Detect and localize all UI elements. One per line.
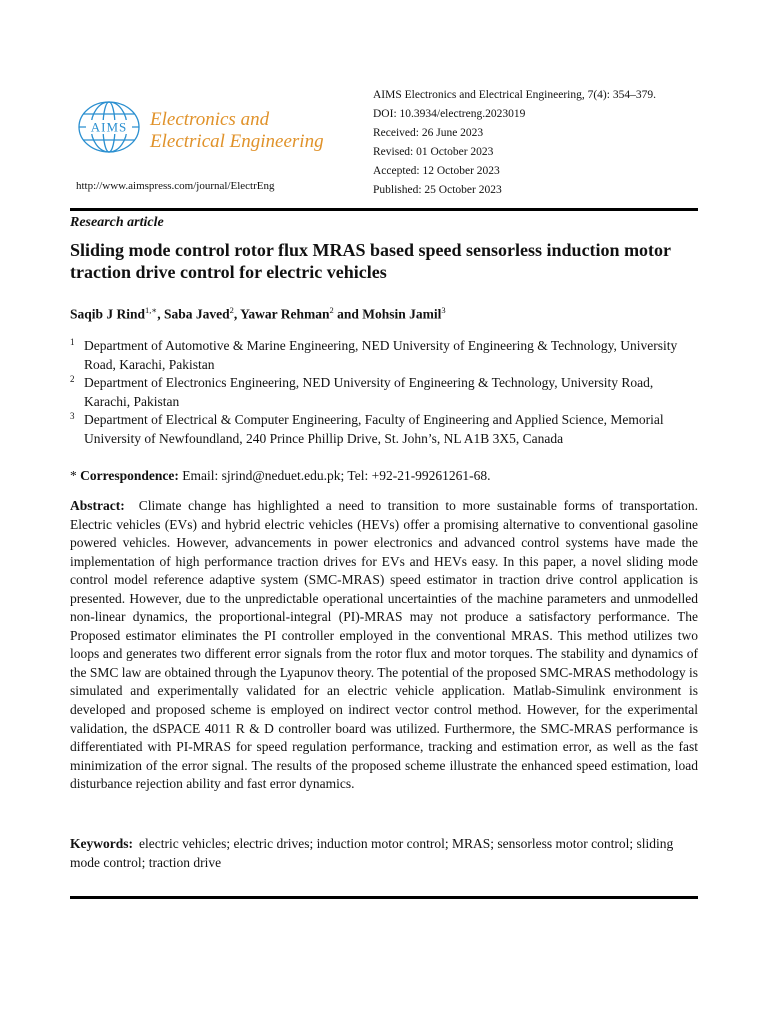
affiliation-text: Department of Electrical & Computer Engineering, Faculty of Engineering and Applied Science, Memorial University of Newfoundland, 240 Prince Phillip Drive, St. John’s, NL A1B 3X5, Canada	[84, 412, 664, 446]
affiliation-text: Department of Automotive & Marine Engineering, NED University of Engineering & Technology, University Road, Karachi, Pakistan	[84, 338, 678, 372]
author-separator: ,	[157, 306, 164, 322]
abstract-text: Climate change has highlighted a need to transition to more sustainable forms of transportation. Electric vehicles (EVs) and hybrid electric vehicles (HEVs) offer a promising alternative to conventional gasoline powered vehicles. However, advancements in power electronics and advanced control systems have made the implementation of high performance traction drives for EVs and HEVs easy. In this paper, a novel sliding mode control model reference adaptive system (SMC-MRAS) speed estimator in traction drive control application is presented. However, due to the unpredictable operational uncertainties of the machine parameters and unmodelled non-linear dynamics, the proportional-integral (PI)-MRAS may not produce a satisfactory performance. The Proposed estimator eliminates the PI controller employed in the conventional MRAS. This method utilizes two loops and generates two different error signals from the rotor flux and motor torques. The stability and dynamics of the SMC law are obtained through the Lyapunov theory. The potential of the proposed SMC-MRAS methodology is simulated and experimentally validated for an electric vehicle application. Matlab-Simulink environment is developed and proposed scheme is employed on indirect vector control method. However, for the experimental validation, the dSPACE 4011 R & D controller board was utilized. Furthermore, the SMC-MRAS performance is differentiated with PI-MRAS for speed regulation performance, tracking and estimation error, as well as the fast minimization of the error signal. The results of the proposed scheme illustrate the enhanced speed estimation, load disturbance rejection ability and fast error dynamics.	[70, 498, 698, 792]
correspondence	[70, 468, 491, 484]
bottom-divider	[70, 896, 698, 899]
keywords	[70, 835, 698, 872]
accepted-date: Accepted: 12 October 2023	[373, 165, 500, 177]
keywords-text: electric vehicles; electric drives; induction motor control; MRAS; sensorless motor control; sliding mode control; traction drive	[70, 836, 674, 870]
paper-title: Sliding mode control rotor flux MRAS based speed sensorless induction motor traction drive control for electric vehicles	[70, 240, 671, 282]
author-name: Mohsin Jamil	[362, 306, 442, 322]
author-name: Saqib J Rind	[70, 306, 146, 322]
revised-date: Revised: 01 October 2023	[373, 146, 494, 158]
aims-logo-icon	[76, 100, 142, 154]
correspondence-star: *	[70, 468, 77, 483]
correspondence-contact[interactable]: Email: sjrind@neduet.edu.pk; Tel: +92-21-99261261-68.	[182, 468, 491, 483]
article-metadata	[373, 86, 656, 200]
keywords-label: Keywords:	[70, 836, 133, 851]
published-date: Published: 25 October 2023	[373, 184, 502, 196]
correspondence-label: Correspondence:	[80, 468, 179, 483]
abstract-label: Abstract:	[70, 498, 125, 513]
journal-name-line2: Electrical Engineering	[150, 131, 324, 152]
doi-line[interactable]: DOI: 10.3934/electreng.2023019	[373, 108, 526, 120]
svg-text:AIMS: AIMS	[90, 119, 128, 135]
author-name: Yawar Rehman	[240, 306, 330, 322]
author-separator: and	[333, 306, 363, 322]
affiliation-item	[70, 374, 700, 411]
author-affiliation-mark: 2	[229, 305, 234, 315]
author-list	[70, 305, 446, 323]
journal-name	[150, 109, 324, 153]
affiliation-item	[70, 411, 700, 448]
affiliation-number: 3	[70, 411, 75, 421]
abstract	[70, 497, 698, 794]
affiliation-number: 1	[70, 337, 75, 347]
author-name: Saba Javed	[163, 306, 230, 322]
author-affiliation-mark: 3	[441, 305, 446, 315]
citation-line: AIMS Electronics and Electrical Engineering, 7(4): 354–379.	[373, 89, 656, 101]
journal-name-line1: Electronics and	[150, 109, 270, 130]
affiliation-number: 2	[70, 374, 75, 384]
top-divider	[70, 208, 698, 211]
received-date: Received: 26 June 2023	[373, 127, 484, 139]
author-affiliation-mark: 2	[329, 305, 334, 315]
affiliation-item	[70, 337, 700, 374]
journal-url-link[interactable]: http://www.aimspress.com/journal/ElectrEng	[76, 180, 275, 192]
author-affiliation-mark: 1,∗	[145, 305, 158, 315]
affiliation-text: Department of Electronics Engineering, NED University of Engineering & Technology, University Road, Karachi, Pakistan	[84, 375, 654, 409]
article-type: Research article	[70, 215, 164, 230]
author-separator: ,	[233, 306, 241, 322]
affiliation-list	[70, 337, 700, 448]
